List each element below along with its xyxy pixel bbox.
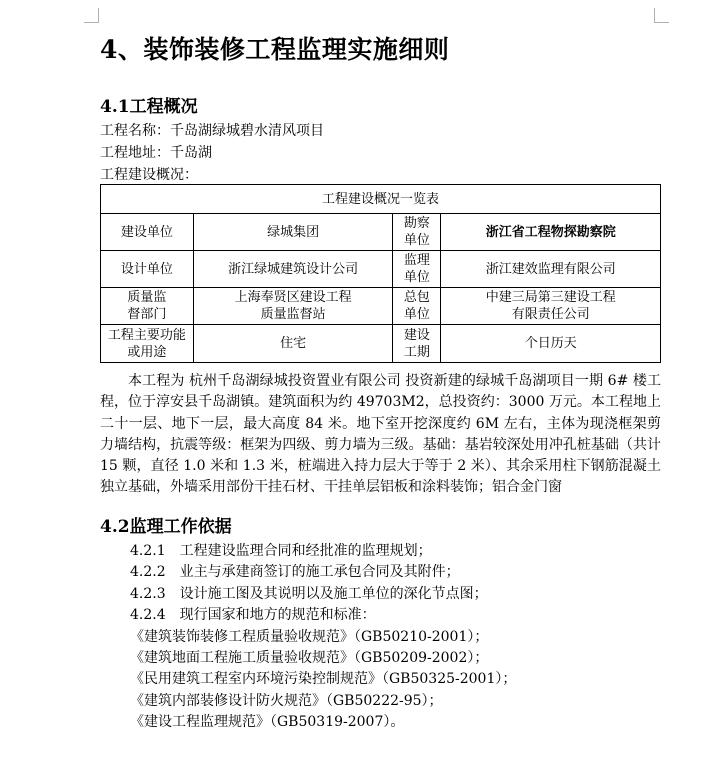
list-item: 4.2.2 业主与承建商签订的施工承包合同及其附件； — [130, 564, 460, 581]
table-cell-label: 建设 工期 — [393, 325, 441, 363]
section-heading-overview: 4.1工程概况 — [100, 97, 198, 117]
standard-item: 《建筑内部装修设计防火规范》（GB50222-95）； — [130, 692, 443, 709]
table-row — [101, 251, 661, 288]
overview-line: 工程建设概况： — [100, 167, 198, 183]
project-description-paragraph: 本工程为 杭州千岛湖绿城投资置业有限公司 投资新建的绿城千岛湖项目一期 6# 楼工程，位于淳安县千岛湖镇。建筑面积为约 49703M2，总投资约：3000 万元。本工程地上二十一层、地下一层，最大高度 84 米。地下室开挖深度约 6M 左右，主体为现浇框架剪力墙结构，抗震等级：框架为四级、剪力墙为三级。基础：基岩较深处用冲孔桩基础（共计 15 颗，直径 1.0 米和 1.3 米，桩端进入持力层大于等于 2 米）、其余采用柱下钢筋混凝土独立基础，外墙采用部份干挂石材、干挂单层铝板和涂料装饰；铝合金门窗 — [100, 373, 661, 496]
table-cell-label: 监理 单位 — [393, 251, 441, 288]
table-row — [101, 288, 661, 325]
basis-list — [130, 541, 516, 734]
project-address-line: 工程地址：千岛湖 — [100, 145, 212, 161]
standard-item: 《建筑地面工程施工质量验收规范》（GB50209-2002）； — [130, 649, 489, 666]
table-cell-label: 工程主要功能 或用途 — [101, 325, 194, 363]
project-name-line: 工程名称：千岛湖绿城碧水清风项目 — [100, 123, 324, 139]
table-cell-label: 设计单位 — [101, 251, 194, 288]
table-cell-label: 建设单位 — [101, 214, 194, 251]
project-overview-table — [100, 184, 661, 363]
margin-corner-top-right — [654, 8, 669, 23]
standard-item: 《建筑装饰装修工程质量验收规范》（GB50210-2001）； — [130, 628, 489, 645]
table-cell-value: 浙江绿城建筑设计公司 — [193, 251, 393, 288]
table-row — [101, 214, 661, 251]
table-cell-value: 上海奉贤区建设工程 质量监督站 — [193, 288, 393, 325]
table-cell-value: 个日历天 — [441, 325, 661, 363]
table-cell-label: 质量监 督部门 — [101, 288, 194, 325]
table-cell-value: 浙江建效监理有限公司 — [441, 251, 661, 288]
table-cell-value: 绿城集团 — [193, 214, 393, 251]
table-cell-value: 浙江省工程物探勘察院 — [441, 214, 661, 251]
list-item: 4.2.4 现行国家和地方的规范和标准： — [130, 607, 376, 624]
table-cell-label: 总包 单位 — [393, 288, 441, 325]
chapter-title: 4、装饰装修工程监理实施细则 — [100, 35, 450, 64]
section-heading-basis: 4.2监理工作依据 — [100, 517, 232, 537]
margin-corner-top-left — [84, 8, 99, 23]
standard-item: 《民用建筑工程室内环境污染控制规范》（GB50325-2001）； — [130, 671, 517, 688]
table-cell-label: 勘察 单位 — [393, 214, 441, 251]
table-cell-value: 住宅 — [193, 325, 393, 363]
standard-item: 《建设工程监理规范》（GB50319-2007）。 — [130, 714, 405, 731]
list-item: 4.2.3 设计施工图及其说明以及施工单位的深化节点图； — [130, 585, 488, 602]
table-row — [101, 325, 661, 363]
table-caption: 工程建设概况一览表 — [101, 185, 661, 214]
list-item: 4.2.1 工程建设监理合同和经批准的监理规划； — [130, 543, 432, 559]
table-cell-value: 中建三局第三建设工程 有限责任公司 — [441, 288, 661, 325]
